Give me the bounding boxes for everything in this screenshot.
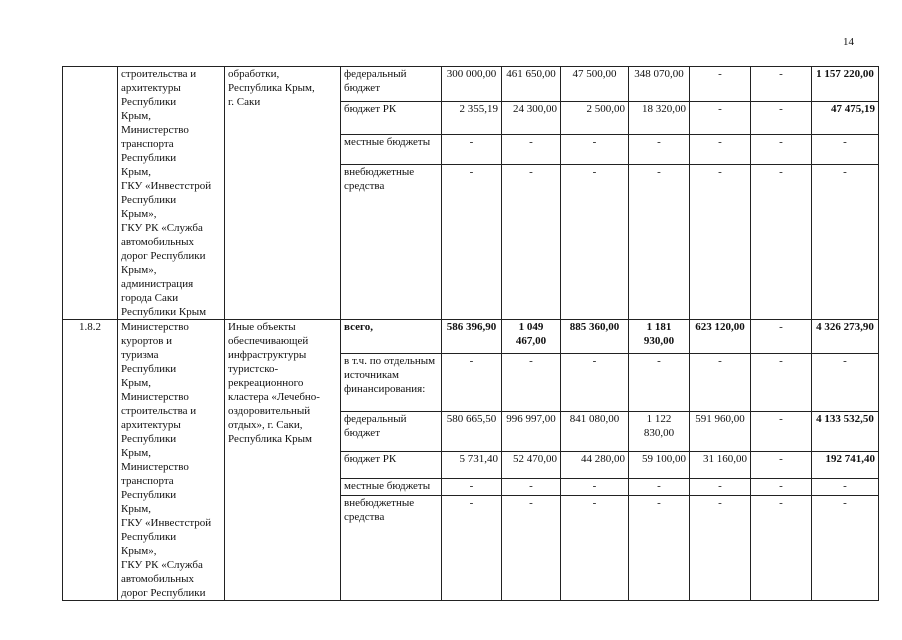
value-cell: - — [751, 411, 812, 451]
source-name: внебюджетные средства — [341, 165, 442, 320]
cell-line: отдых», г. Саки, — [228, 419, 303, 431]
executor-cell — [118, 67, 225, 320]
cell-line: ГКУ РК «Служба — [121, 222, 203, 234]
value-cell: - — [751, 495, 812, 600]
value-cell: - — [690, 67, 751, 102]
cell-line: Республика Крым — [228, 433, 312, 445]
total-cell: - — [812, 495, 879, 600]
value-cell: - — [751, 353, 812, 411]
value-cell: 591 960,00 — [690, 411, 751, 451]
value-cell: 44 280,00 — [561, 451, 629, 478]
cell-line: Министерство — [121, 461, 189, 473]
value-cell: - — [442, 165, 502, 320]
total-cell: 4 326 273,90 — [812, 320, 879, 354]
cell-line: архитектуры — [121, 82, 181, 94]
funding-table — [62, 66, 879, 601]
cell-line: Министерство — [121, 321, 189, 333]
cell-line: Крым, — [121, 447, 151, 459]
cell-line: ГКУ РК «Служба — [121, 559, 203, 571]
object-cell — [225, 67, 341, 320]
value-cell: 31 160,00 — [690, 451, 751, 478]
cell-line: обработки, — [228, 68, 280, 80]
cell-line: туризма — [121, 349, 159, 361]
cell-line: автомобильных — [121, 236, 194, 248]
cell-line: Крым, — [121, 377, 151, 389]
cell-line: строительства и — [121, 405, 197, 417]
page-number: 14 — [843, 36, 854, 48]
value-cell: - — [442, 353, 502, 411]
cell-line: транспорта — [121, 475, 174, 487]
value-cell: - — [629, 134, 690, 165]
value-cell: - — [561, 165, 629, 320]
source-name: местные бюджеты — [341, 134, 442, 165]
source-name: местные бюджеты — [341, 478, 442, 495]
value-cell: - — [629, 495, 690, 600]
total-cell: 4 133 532,50 — [812, 411, 879, 451]
cell-line: Республики Крым — [121, 306, 207, 318]
source-name: всего, — [341, 320, 442, 354]
value-cell: 47 500,00 — [561, 67, 629, 102]
value-cell: - — [442, 134, 502, 165]
source-name: бюджет РК — [341, 101, 442, 134]
value-cell: - — [690, 353, 751, 411]
value-cell: - — [629, 165, 690, 320]
value-cell: 52 470,00 — [502, 451, 561, 478]
value-cell: 24 300,00 — [502, 101, 561, 134]
cell-line: автомобильных — [121, 573, 194, 585]
row-number-cell: 1.8.2 — [63, 320, 118, 601]
row-number-cell — [63, 67, 118, 320]
table-row — [63, 67, 879, 102]
cell-line: Республики — [121, 433, 177, 445]
cell-line: Республики — [121, 489, 177, 501]
cell-line: администрация — [121, 278, 194, 290]
cell-line: Республики — [121, 363, 177, 375]
cell-line: кластера «Лечебно- — [228, 391, 320, 403]
value-cell: - — [690, 101, 751, 134]
cell-line: рекреационного — [228, 377, 304, 389]
value-cell: - — [502, 478, 561, 495]
table-row — [63, 320, 879, 354]
value-cell: 885 360,00 — [561, 320, 629, 354]
value-cell: - — [690, 478, 751, 495]
value-cell: - — [751, 451, 812, 478]
value-cell: - — [502, 165, 561, 320]
total-cell: - — [812, 134, 879, 165]
value-cell: - — [502, 495, 561, 600]
cell-line: транспорта — [121, 138, 174, 150]
value-cell: - — [502, 353, 561, 411]
value-cell: 586 396,90 — [442, 320, 502, 354]
cell-line: г. Саки — [228, 96, 261, 108]
cell-line: Республики — [121, 96, 177, 108]
value-cell: 1 181 930,00 — [629, 320, 690, 354]
value-cell: 1 122 830,00 — [629, 411, 690, 451]
value-cell: - — [690, 134, 751, 165]
value-cell: 996 997,00 — [502, 411, 561, 451]
value-cell: - — [502, 134, 561, 165]
value-cell: 580 665,50 — [442, 411, 502, 451]
cell-line: Крым», — [121, 208, 157, 220]
value-cell: - — [629, 353, 690, 411]
source-name: федеральный бюджет — [341, 67, 442, 102]
cell-line: оздоровительный — [228, 405, 311, 417]
cell-line: Министерство — [121, 124, 189, 136]
cell-line: ГКУ «Инвестстрой — [121, 517, 212, 529]
value-cell: 841 080,00 — [561, 411, 629, 451]
value-cell: - — [690, 495, 751, 600]
cell-line: Крым, — [121, 166, 151, 178]
cell-line: архитектуры — [121, 419, 181, 431]
cell-line: Министерство — [121, 391, 189, 403]
cell-line: обеспечивающей — [228, 335, 309, 347]
value-cell: - — [751, 478, 812, 495]
value-cell: - — [751, 101, 812, 134]
source-name: федеральный бюджет — [341, 411, 442, 451]
value-cell: - — [442, 495, 502, 600]
source-name: внебюджетные средства — [341, 495, 442, 600]
cell-line: Крым, — [121, 503, 151, 515]
value-cell: - — [561, 495, 629, 600]
cell-line: Иные объекты — [228, 321, 296, 333]
total-cell: 192 741,40 — [812, 451, 879, 478]
source-name: бюджет РК — [341, 451, 442, 478]
total-cell: - — [812, 353, 879, 411]
value-cell: 18 320,00 — [629, 101, 690, 134]
cell-line: дорог Республики — [121, 587, 206, 599]
value-cell: 2 500,00 — [561, 101, 629, 134]
value-cell: - — [751, 67, 812, 102]
value-cell: - — [561, 478, 629, 495]
value-cell: 300 000,00 — [442, 67, 502, 102]
cell-line: Республики — [121, 531, 177, 543]
total-cell: - — [812, 165, 879, 320]
value-cell: 1 049 467,00 — [502, 320, 561, 354]
value-cell: 59 100,00 — [629, 451, 690, 478]
cell-line: строительства и — [121, 68, 197, 80]
cell-line: курортов и — [121, 335, 173, 347]
cell-line: Республики — [121, 152, 177, 164]
cell-line: ГКУ «Инвестстрой — [121, 180, 212, 192]
value-cell: - — [561, 134, 629, 165]
cell-line: города Саки — [121, 292, 179, 304]
total-cell: - — [812, 478, 879, 495]
total-cell: 1 157 220,00 — [812, 67, 879, 102]
value-cell: 5 731,40 — [442, 451, 502, 478]
cell-line: туристско- — [228, 363, 279, 375]
source-name: в т.ч. по отдельным источникам финансирования: — [341, 353, 442, 411]
cell-line: Крым», — [121, 264, 157, 276]
value-cell: - — [629, 478, 690, 495]
value-cell: - — [751, 320, 812, 354]
value-cell: 623 120,00 — [690, 320, 751, 354]
cell-line: дорог Республики — [121, 250, 206, 262]
value-cell: - — [442, 478, 502, 495]
value-cell: 461 650,00 — [502, 67, 561, 102]
cell-line: Крым, — [121, 110, 151, 122]
value-cell: - — [751, 165, 812, 320]
value-cell: - — [751, 134, 812, 165]
cell-line: Крым», — [121, 545, 157, 557]
cell-line: инфраструктуры — [228, 349, 307, 361]
cell-line: Республики — [121, 194, 177, 206]
total-cell: 47 475,19 — [812, 101, 879, 134]
executor-cell — [118, 320, 225, 601]
value-cell: - — [690, 165, 751, 320]
value-cell: 348 070,00 — [629, 67, 690, 102]
value-cell: - — [561, 353, 629, 411]
value-cell: 2 355,19 — [442, 101, 502, 134]
cell-line: Республика Крым, — [228, 82, 315, 94]
object-cell — [225, 320, 341, 601]
